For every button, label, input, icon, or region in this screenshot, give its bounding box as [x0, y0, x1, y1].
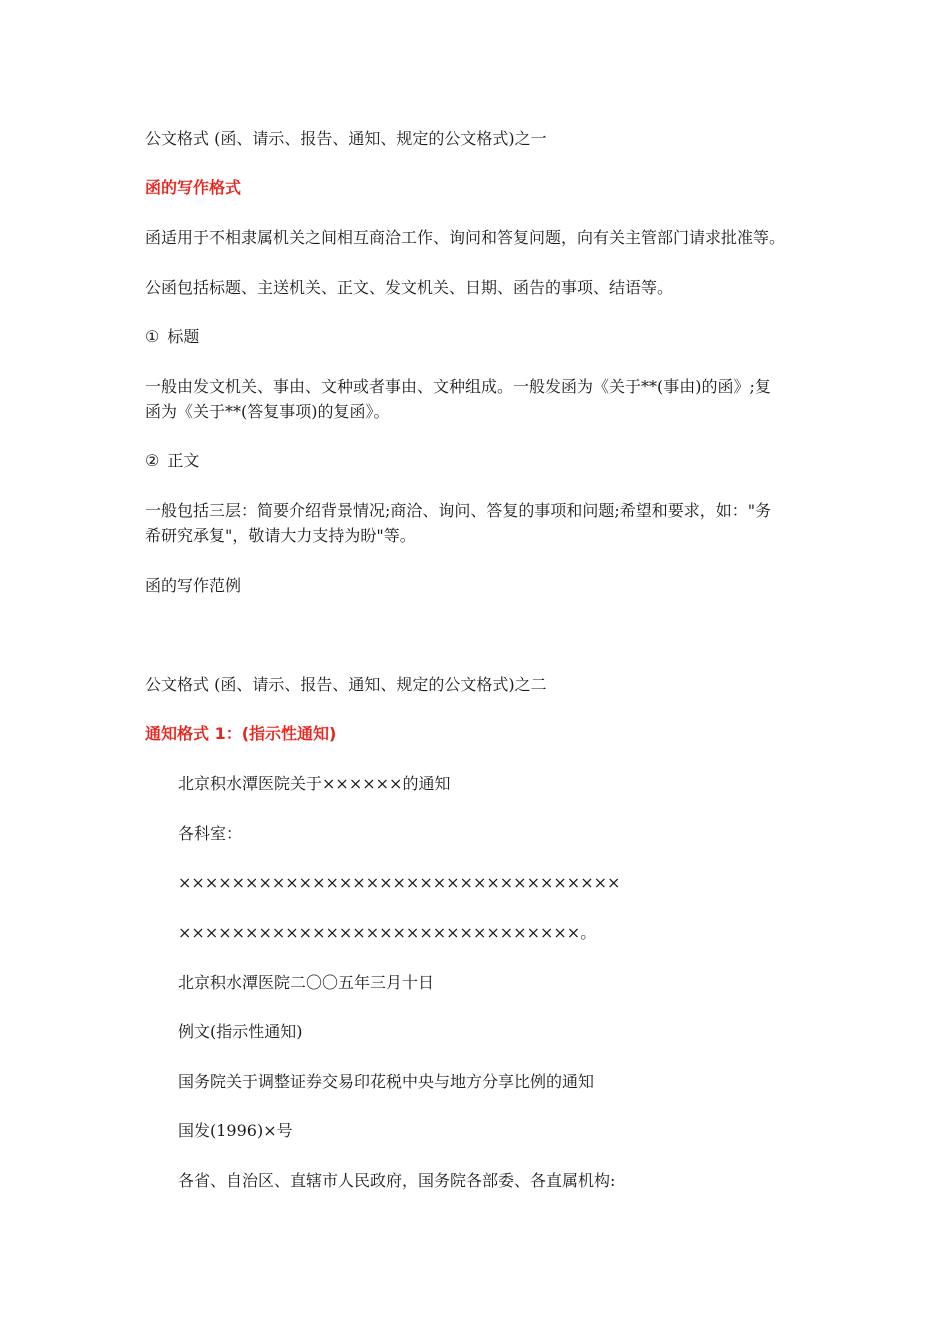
section1-paragraph-3-line-1: 一般由发文机关、事由、文种或者事由、文种组成。一般发函为《关于**(事由)的函》;复	[145, 377, 771, 396]
section1-paragraph-4-line-1: 一般包括三层：简要介绍背景情况;商洽、询问、答复的事项和问题;希望和要求，如："务	[145, 501, 772, 520]
notice-title: 北京积水潭医院关于××××××的通知	[178, 774, 451, 793]
section1-item-title	[145, 325, 199, 349]
section2-title: 公文格式 (函、请示、报告、通知、规定的公文格式)之二	[145, 675, 547, 694]
section1-example-label: 函的写作范例	[145, 576, 242, 595]
section1-paragraph-2: 公函包括标题、主送机关、正文、发文机关、日期、函告的事项、结语等。	[145, 278, 674, 297]
notice-body-line-2: ××××××××××××××××××××××××××××××。	[178, 923, 597, 942]
example-recipients: 各省、自治区、直辖市人民政府，国务院各部委、各直属机构:	[178, 1171, 616, 1190]
section1-item-body	[145, 449, 199, 473]
example-label: 例文(指示性通知)	[178, 1022, 303, 1041]
circled-number-1: ①	[145, 327, 160, 346]
section1-heading: 函的写作格式	[145, 178, 242, 197]
item-title-label: 标题	[167, 327, 200, 346]
section1-title: 公文格式 (函、请示、报告、通知、规定的公文格式)之一	[145, 129, 547, 148]
notice-body-line-1: ×××××××××××××××××××××××××××××××××	[178, 873, 621, 892]
example-document-number: 国发(1996)×号	[178, 1121, 293, 1140]
notice-signature-date: 北京积水潭医院二〇〇五年三月十日	[178, 973, 435, 992]
notice-recipient: 各科室：	[178, 824, 243, 843]
item-body-label: 正文	[167, 451, 200, 470]
example-notice-title: 国务院关于调整证券交易印花税中央与地方分享比例的通知	[178, 1072, 595, 1091]
circled-number-2: ②	[145, 451, 160, 470]
section1-paragraph-3-line-2: 函为《关于**(答复事项)的复函》。	[145, 402, 390, 421]
section2-heading: 通知格式 1：(指示性通知)	[145, 724, 337, 743]
section1-paragraph-1: 函适用于不相隶属机关之间相互商洽工作、询问和答复问题，向有关主管部门请求批准等。	[145, 228, 786, 247]
section1-paragraph-4-line-2: 希研究承复"，敬请大力支持为盼"等。	[145, 526, 416, 545]
